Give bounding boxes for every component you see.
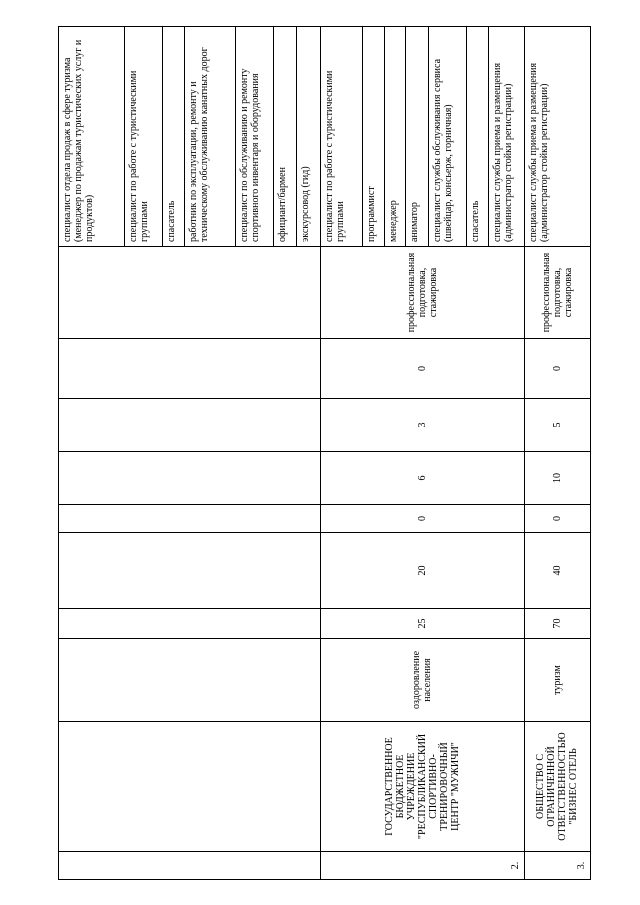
- value-cell: 10: [524, 452, 590, 505]
- organization-name: ОБЩЕСТВО С ОГРАНИЧЕННОЙ ОТВЕТСТВЕННОСТЬЮ "БИЗНЕС ОТЕЛЬ: [524, 722, 590, 852]
- enterprise-table: [58, 26, 591, 880]
- value-cell: 0: [320, 505, 524, 533]
- organization-name: ГОСУДАРСТВЕННОЕ БЮДЖЕТНОЕ УЧРЕЖДЕНИЕ "РЕСПУБЛИКАНСКИЙ СПОРТИВНО-ТРЕНИРОВОЧНЫЙ ЦЕНТР "МУЖИЧИ": [320, 722, 524, 852]
- activity-sphere: туризм: [524, 639, 590, 722]
- row-number: 2.: [320, 852, 524, 880]
- table-row: [320, 27, 363, 880]
- position-cell: работник по эксплуатации, ремонту и техническому обслуживанию канатных дорог: [184, 27, 235, 247]
- position-cell: программист: [363, 27, 384, 247]
- position-cell: менеджер: [384, 27, 405, 247]
- position-cell: спасатель: [467, 27, 488, 247]
- row1-num-cell: [59, 852, 321, 880]
- value-cell: 20: [320, 533, 524, 609]
- training-type: профессиональная подготовка, стажировка: [320, 247, 524, 339]
- row1-v3-cell: [59, 505, 321, 533]
- value-cell: 40: [524, 533, 590, 609]
- row1-sphere-cell: [59, 639, 321, 722]
- value-cell: 0: [524, 505, 590, 533]
- position-cell: спасатель: [163, 27, 184, 247]
- row1-v4-cell: [59, 452, 321, 505]
- value-cell: 0: [524, 339, 590, 399]
- row-number: 3.: [524, 852, 590, 880]
- rotated-table-container: [58, 27, 591, 880]
- value-cell: 3: [320, 399, 524, 452]
- position-cell: официант/бармен: [273, 27, 296, 247]
- value-cell: 5: [524, 399, 590, 452]
- activity-sphere: оздоровление населения: [320, 639, 524, 722]
- training-type: профессиональная подготовка, стажировка: [524, 247, 590, 339]
- table-row: [524, 27, 590, 880]
- position-cell: специалист по обслуживанию и ремонту спортивного инвентаря и оборудования: [235, 27, 273, 247]
- table-row: [59, 27, 125, 880]
- row1-v6-cell: [59, 339, 321, 399]
- position-cell: специалист службы приема и размещения (администратор стойки регистрации): [488, 27, 524, 247]
- row1-v5-cell: [59, 399, 321, 452]
- position-cell: специалист отдела продаж в сфере туризма (менеджер по продажам туристических услуг и продуктов): [59, 27, 125, 247]
- position-cell: аниматор: [405, 27, 428, 247]
- value-cell: 0: [320, 339, 524, 399]
- position-cell: специалист службы обслуживания сервиса (швейцар, консьерж, горничная): [429, 27, 467, 247]
- position-cell: специалист по работе с туристическими группами: [320, 27, 363, 247]
- row1-v2-cell: [59, 533, 321, 609]
- value-cell: 6: [320, 452, 524, 505]
- row1-v1-cell: [59, 609, 321, 639]
- row1-training-cell: [59, 247, 321, 339]
- position-cell: специалист по работе с туристическими группами: [124, 27, 162, 247]
- position-cell: экскурсовод (гид): [297, 27, 320, 247]
- value-cell: 70: [524, 609, 590, 639]
- value-cell: 25: [320, 609, 524, 639]
- position-cell: специалист службы приема и размещения (администратор стойки регистрации): [524, 27, 590, 247]
- row1-org-cell: [59, 722, 321, 852]
